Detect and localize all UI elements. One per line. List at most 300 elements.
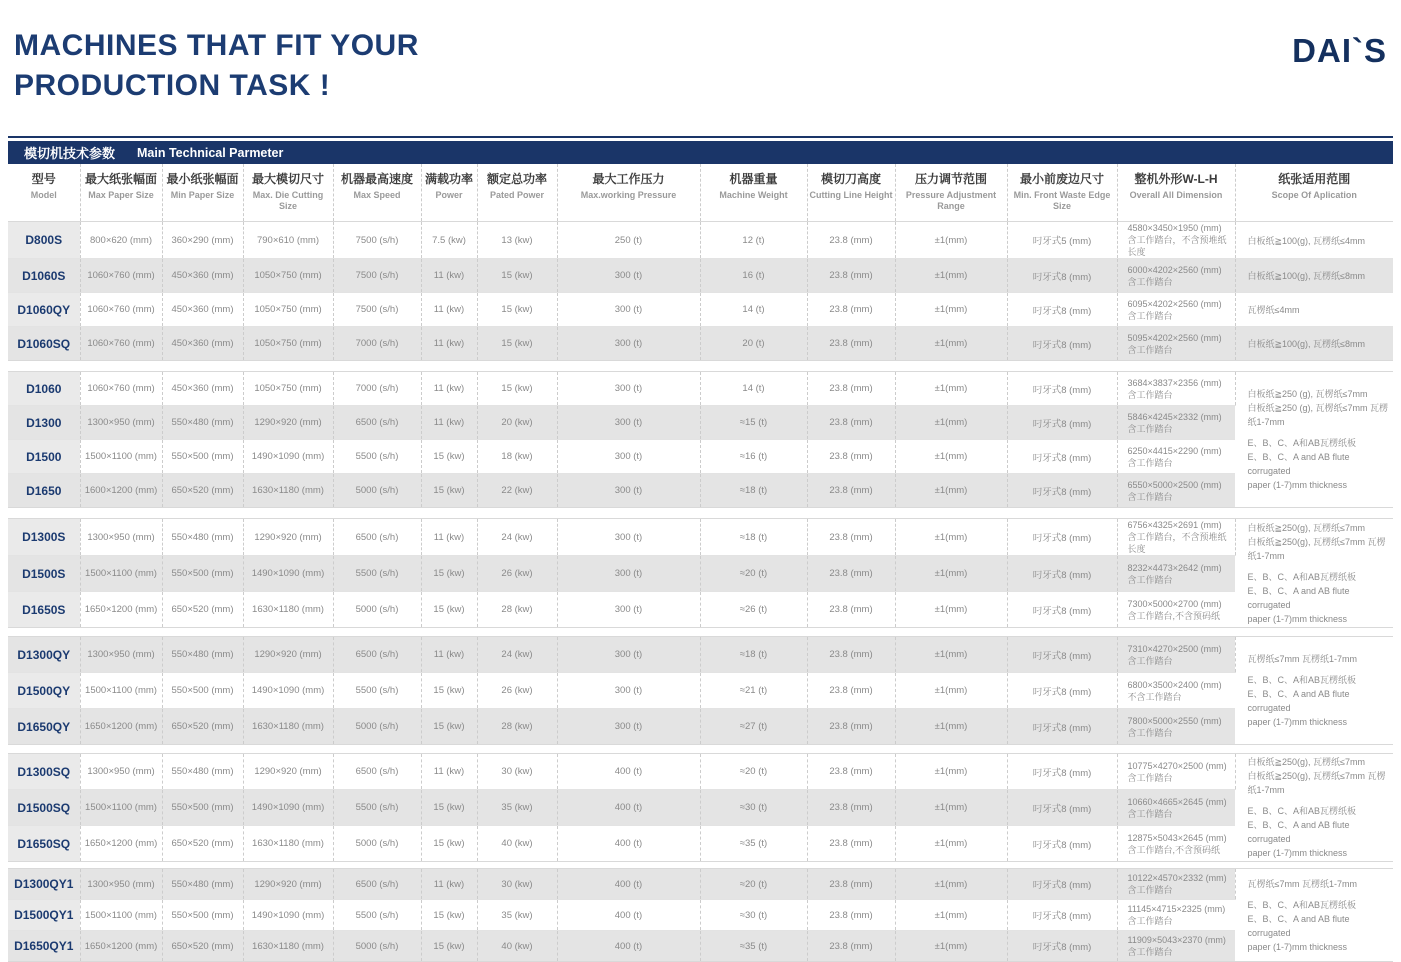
value-cell: 550×500 (mm) (162, 556, 243, 592)
value-cell: 1060×760 (mm) (80, 327, 162, 361)
value-cell: 300 (t) (557, 637, 700, 673)
section-rule (8, 136, 1393, 138)
value-cell: ≈20 (t) (700, 754, 807, 790)
value-cell: 1050×750 (mm) (243, 372, 333, 406)
value-cell: 300 (t) (557, 440, 700, 474)
scope-line: E、B、C、A and AB flute corrugated (1247, 820, 1350, 844)
value-cell: 5000 (s/h) (333, 474, 421, 508)
value-cell: 26 (kw) (477, 673, 557, 709)
dimension-size: 10660×4665×2645 (mm) (1127, 796, 1227, 807)
dimension-size: 7300×5000×2700 (mm) (1127, 598, 1222, 609)
dimension-size: 6550×5000×2500 (mm) (1127, 479, 1222, 490)
table-row (8, 931, 1393, 962)
value-cell: 11 (kw) (421, 259, 477, 293)
value-cell: 6500 (s/h) (333, 637, 421, 673)
value-cell: 35 (kw) (477, 900, 557, 931)
column-header-13 (1235, 164, 1393, 221)
value-cell: 16 (t) (700, 259, 807, 293)
scope-line: paper (1-7)mm thickness (1247, 717, 1348, 727)
value-cell: 15 (kw) (477, 327, 557, 361)
value-cell: 1290×920 (mm) (243, 406, 333, 440)
column-header-en: Model (30, 190, 57, 200)
value-cell: 35 (kw) (477, 790, 557, 826)
value-cell: 1490×1090 (mm) (243, 900, 333, 931)
table-row (8, 293, 1393, 327)
value-cell: 28 (kw) (477, 709, 557, 745)
table-row (8, 673, 1393, 709)
value-cell: 11 (kw) (421, 406, 477, 440)
dimension-size: 5846×4245×2332 (mm) (1127, 411, 1222, 422)
dimension-note: 含工作踏台 (1127, 574, 1173, 585)
value-cell: 300 (t) (557, 556, 700, 592)
column-header-1 (80, 164, 162, 221)
value-cell: 5500 (s/h) (333, 790, 421, 826)
value-cell: 1050×750 (mm) (243, 327, 333, 361)
scope-cell: 白板纸≧100(g), 瓦楞纸≤4mm (1247, 235, 1365, 246)
value-cell: 11 (kw) (421, 754, 477, 790)
value-cell: ±1(mm) (895, 259, 1007, 293)
table-row (8, 826, 1393, 862)
value-cell: 叼牙式8 (mm) (1007, 931, 1117, 962)
model-cell: D1500QY (8, 673, 80, 709)
value-cell: 7.5 (kw) (421, 222, 477, 259)
value-cell: 400 (t) (557, 754, 700, 790)
value-cell: 300 (t) (557, 372, 700, 406)
value-cell: 23.8 (mm) (807, 869, 895, 900)
value-cell: 5500 (s/h) (333, 900, 421, 931)
value-cell: 5500 (s/h) (333, 440, 421, 474)
value-cell: 20 (kw) (477, 406, 557, 440)
value-cell: 15 (kw) (421, 790, 477, 826)
scope-line: E、B、C、A and AB flute corrugated (1247, 585, 1350, 610)
value-cell: 1630×1180 (mm) (243, 592, 333, 628)
value-cell: 23.8 (mm) (807, 406, 895, 440)
model-cell: D1500SQ (8, 790, 80, 826)
value-cell: 15 (kw) (421, 556, 477, 592)
scope-cell (1235, 519, 1393, 628)
scope-line: E、B、C、A和AB瓦楞纸板 (1247, 571, 1357, 582)
value-cell: 叼牙式8 (mm) (1007, 673, 1117, 709)
dimension-note: 含工作踏台 (1127, 423, 1173, 434)
value-cell: 15 (kw) (477, 259, 557, 293)
value-cell: 23.8 (mm) (807, 222, 895, 259)
value-cell: ±1(mm) (895, 790, 1007, 826)
value-cell: ±1(mm) (895, 406, 1007, 440)
value-cell: 11 (kw) (421, 372, 477, 406)
value-cell: ±1(mm) (895, 519, 1007, 556)
value-cell: 叼牙式8 (mm) (1007, 474, 1117, 508)
value-cell: 叼牙式8 (mm) (1007, 709, 1117, 745)
value-cell: 1490×1090 (mm) (243, 440, 333, 474)
column-header-en: Min Paper Size (170, 190, 235, 200)
table-row (8, 474, 1393, 508)
column-header-zh: 最大模切尺寸 (251, 172, 324, 186)
value-cell: 7500 (s/h) (333, 293, 421, 327)
value-cell: 790×610 (mm) (243, 222, 333, 259)
dimension-size: 3684×3837×2356 (mm) (1127, 377, 1222, 388)
model-group-3 (8, 636, 1393, 745)
value-cell: 28 (kw) (477, 592, 557, 628)
dimension-size: 6250×4415×2290 (mm) (1127, 445, 1222, 456)
value-cell: ≈30 (t) (700, 790, 807, 826)
value-cell: ±1(mm) (895, 869, 1007, 900)
value-cell: 23.8 (mm) (807, 637, 895, 673)
value-cell: 1290×920 (mm) (243, 637, 333, 673)
value-cell: 6500 (s/h) (333, 869, 421, 900)
column-header-zh: 满载功率 (424, 172, 473, 186)
value-cell: 11 (kw) (421, 519, 477, 556)
value-cell: 12 (t) (700, 222, 807, 259)
dimension-size: 7800×5000×2550 (mm) (1127, 715, 1222, 726)
value-cell: 7000 (s/h) (333, 327, 421, 361)
dimension-cell (1117, 931, 1235, 962)
value-cell: ±1(mm) (895, 592, 1007, 628)
column-header-en: Cutting Line Height (809, 190, 893, 200)
value-cell: 1630×1180 (mm) (243, 474, 333, 508)
table-row (8, 637, 1393, 673)
model-cell: D1300QY (8, 637, 80, 673)
value-cell: 450×360 (mm) (162, 327, 243, 361)
scope-cell: 白板纸≧100(g), 瓦楞纸≤8mm (1235, 327, 1393, 361)
value-cell: 26 (kw) (477, 556, 557, 592)
value-cell: ≈16 (t) (700, 440, 807, 474)
value-cell: 400 (t) (557, 869, 700, 900)
value-cell: 450×360 (mm) (162, 259, 243, 293)
model-cell: D1060S (8, 259, 80, 293)
value-cell: 400 (t) (557, 790, 700, 826)
spec-header-table (8, 164, 1393, 221)
value-cell: ≈20 (t) (700, 556, 807, 592)
dimension-note: 含工作踏台，不含预堆纸长度 (1127, 532, 1227, 554)
value-cell: 1500×1100 (mm) (80, 673, 162, 709)
column-header-3 (243, 164, 333, 221)
value-cell: 5000 (s/h) (333, 592, 421, 628)
value-cell: 300 (t) (557, 519, 700, 556)
dimension-cell (1117, 259, 1235, 293)
value-cell: 23.8 (mm) (807, 327, 895, 361)
model-cell: D1060SQ (8, 327, 80, 361)
dimension-cell (1117, 673, 1235, 709)
value-cell: 1500×1100 (mm) (80, 900, 162, 931)
scope-paragraph-gap (1248, 666, 1394, 673)
value-cell: 400 (t) (557, 931, 700, 962)
value-cell: 23.8 (mm) (807, 372, 895, 406)
value-cell: 23.8 (mm) (807, 592, 895, 628)
column-header-zh: 机器重量 (729, 172, 778, 186)
value-cell: ±1(mm) (895, 900, 1007, 931)
value-cell: 23.8 (mm) (807, 519, 895, 556)
dimension-size: 5095×4202×2560 (mm) (1127, 332, 1222, 343)
column-header-zh: 额定总功率 (486, 172, 547, 186)
dimension-note: 含工作踏台，不含预堆纸长度 (1127, 235, 1227, 257)
value-cell: 550×480 (mm) (162, 754, 243, 790)
value-cell: 1290×920 (mm) (243, 869, 333, 900)
scope-paragraph-gap (1248, 797, 1394, 804)
value-cell: 1500×1100 (mm) (80, 440, 162, 474)
value-cell: 1050×750 (mm) (243, 293, 333, 327)
page-title (14, 26, 419, 106)
page-title-line2: PRODUCTION TASK ! (14, 69, 331, 102)
column-header-en: Scope Of Aplication (1271, 190, 1357, 200)
dimension-cell (1117, 754, 1235, 790)
value-cell: 叼牙式8 (mm) (1007, 637, 1117, 673)
value-cell: ≈18 (t) (700, 474, 807, 508)
value-cell: 叼牙式8 (mm) (1007, 259, 1117, 293)
dimension-note: 含工作踏台 (1127, 727, 1173, 738)
value-cell: 15 (kw) (477, 293, 557, 327)
value-cell: 11 (kw) (421, 637, 477, 673)
model-cell: D1300 (8, 406, 80, 440)
value-cell: ≈18 (t) (700, 519, 807, 556)
model-cell: D1060 (8, 372, 80, 406)
column-header-en: Machine Weight (719, 190, 788, 200)
column-header-zh: 型号 (31, 172, 56, 186)
value-cell: ≈15 (t) (700, 406, 807, 440)
column-header-en: Min. Front Waste Edge Size (1013, 190, 1111, 211)
value-cell: 1490×1090 (mm) (243, 556, 333, 592)
value-cell: 1300×950 (mm) (80, 406, 162, 440)
value-cell: 23.8 (mm) (807, 440, 895, 474)
value-cell: 11 (kw) (421, 327, 477, 361)
value-cell: 300 (t) (557, 259, 700, 293)
dimension-cell (1117, 826, 1235, 862)
column-header-en: Pressure Adjustment Range (905, 190, 997, 211)
column-header-en: Max.working Pressure (580, 190, 677, 200)
dimension-size: 11909×5043×2370 (mm) (1127, 935, 1226, 945)
scope-cell (1235, 869, 1393, 962)
value-cell: 23.8 (mm) (807, 900, 895, 931)
dimension-note: 含工作踏台 (1127, 947, 1173, 957)
dimension-note: 含工作踏台 (1127, 808, 1173, 819)
value-cell: 800×620 (mm) (80, 222, 162, 259)
value-cell: 550×480 (mm) (162, 519, 243, 556)
value-cell: 1650×1200 (mm) (80, 931, 162, 962)
table-row (8, 790, 1393, 826)
value-cell: 400 (t) (557, 826, 700, 862)
value-cell: 15 (kw) (421, 673, 477, 709)
dimension-note: 含工作踏台 (1127, 389, 1173, 400)
value-cell: 1050×750 (mm) (243, 259, 333, 293)
table-row (8, 222, 1393, 259)
value-cell: ±1(mm) (895, 637, 1007, 673)
column-header-en: Max Speed (353, 190, 401, 200)
dimension-cell (1117, 709, 1235, 745)
scope-line: paper (1-7)mm thickness (1247, 941, 1348, 952)
value-cell: 5500 (s/h) (333, 556, 421, 592)
dimension-size: 7310×4270×2500 (mm) (1127, 643, 1222, 654)
value-cell: 1500×1100 (mm) (80, 556, 162, 592)
value-cell: 40 (kw) (477, 931, 557, 962)
dimension-cell (1117, 222, 1235, 259)
value-cell: 450×360 (mm) (162, 372, 243, 406)
model-cell: D1300QY1 (8, 869, 80, 900)
value-cell: 11 (kw) (421, 869, 477, 900)
value-cell: 550×480 (mm) (162, 406, 243, 440)
model-group-5 (8, 868, 1393, 962)
value-cell: 1490×1090 (mm) (243, 673, 333, 709)
scope-cell (1235, 754, 1393, 862)
column-header-12 (1117, 164, 1235, 221)
page-header (8, 0, 1393, 106)
value-cell: 叼牙式8 (mm) (1007, 900, 1117, 931)
value-cell: 5000 (s/h) (333, 709, 421, 745)
value-cell: ±1(mm) (895, 931, 1007, 962)
value-cell: 40 (kw) (477, 826, 557, 862)
value-cell: ≈20 (t) (700, 869, 807, 900)
dimension-cell (1117, 372, 1235, 406)
scope-line: paper (1-7)mm thickness (1247, 613, 1348, 624)
model-cell: D1500S (8, 556, 80, 592)
value-cell: 650×520 (mm) (162, 931, 243, 962)
column-header-en: Max Paper Size (88, 190, 154, 200)
dimension-note: 含工作踏台 (1127, 491, 1173, 502)
model-cell: D1650QY1 (8, 931, 80, 962)
value-cell: 叼牙式8 (mm) (1007, 556, 1117, 592)
value-cell: 30 (kw) (477, 754, 557, 790)
dimension-cell (1117, 592, 1235, 628)
scope-line: 白板纸≧250(g), 瓦楞纸≤7mm 瓦楞纸1-7mm (1247, 536, 1386, 561)
value-cell: 叼牙式8 (mm) (1007, 327, 1117, 361)
value-cell: 400 (t) (557, 900, 700, 931)
column-header-en: Pated Power (489, 190, 545, 200)
value-cell: 5000 (s/h) (333, 826, 421, 862)
column-header-zh: 机器最高速度 (340, 172, 413, 186)
scope-paragraph-gap (1248, 891, 1394, 898)
value-cell: ≈26 (t) (700, 592, 807, 628)
value-cell: 1490×1090 (mm) (243, 790, 333, 826)
column-header-en: Overall All Dimension (1129, 190, 1223, 200)
scope-line: 白板纸≧250(g), 瓦楞纸≤7mm (1247, 522, 1365, 533)
section-bar (8, 141, 1393, 164)
value-cell: 叼牙式8 (mm) (1007, 406, 1117, 440)
value-cell: 18 (kw) (477, 440, 557, 474)
value-cell: ±1(mm) (895, 474, 1007, 508)
dimension-size: 12875×5043×2645 (mm) (1127, 832, 1227, 843)
value-cell: 1290×920 (mm) (243, 754, 333, 790)
scope-line: 白板纸≧250(g), 瓦楞纸≤7mm 瓦楞纸1-7mm (1247, 771, 1386, 795)
value-cell: ±1(mm) (895, 556, 1007, 592)
column-header-6 (477, 164, 557, 221)
dimension-note: 含工作踏台 (1127, 457, 1173, 468)
value-cell: 23.8 (mm) (807, 754, 895, 790)
model-cell: D1300SQ (8, 754, 80, 790)
model-cell: D1300S (8, 519, 80, 556)
value-cell: 1300×950 (mm) (80, 519, 162, 556)
dimension-note: 含工作踏台 (1127, 344, 1173, 355)
column-header-7 (557, 164, 700, 221)
value-cell: 650×520 (mm) (162, 474, 243, 508)
column-header-en: Max. Die Cutting Size (252, 190, 324, 211)
value-cell: 23.8 (mm) (807, 709, 895, 745)
model-group-0 (8, 221, 1393, 361)
column-header-zh: 最大工作压力 (592, 172, 665, 186)
dimension-note: 含工作踏台 (1127, 916, 1173, 926)
scope-line: E、B、C、A和AB瓦楞纸板 (1247, 899, 1357, 910)
value-cell: 叼牙式8 (mm) (1007, 592, 1117, 628)
model-cell: D1650S (8, 592, 80, 628)
value-cell: 550×500 (mm) (162, 673, 243, 709)
table-row (8, 900, 1393, 931)
dimension-cell (1117, 440, 1235, 474)
value-cell: 15 (kw) (421, 826, 477, 862)
value-cell: 15 (kw) (421, 931, 477, 962)
value-cell: 叼牙式8 (mm) (1007, 372, 1117, 406)
dimension-cell (1117, 327, 1235, 361)
table-row (8, 556, 1393, 592)
column-header-zh: 最小纸张幅面 (166, 172, 239, 186)
scope-line: E、B、C、A and AB flute corrugated (1247, 913, 1350, 938)
value-cell: 23.8 (mm) (807, 293, 895, 327)
dimension-cell (1117, 406, 1235, 440)
scope-cell (1235, 637, 1393, 745)
table-row (8, 592, 1393, 628)
value-cell: 1630×1180 (mm) (243, 709, 333, 745)
value-cell: 15 (kw) (421, 900, 477, 931)
column-header-zh: 最小前废边尺寸 (1019, 172, 1104, 186)
value-cell: 300 (t) (557, 673, 700, 709)
value-cell: 23.8 (mm) (807, 474, 895, 508)
value-cell: 550×480 (mm) (162, 637, 243, 673)
value-cell: 20 (t) (700, 327, 807, 361)
value-cell: 6500 (s/h) (333, 406, 421, 440)
value-cell: 23.8 (mm) (807, 790, 895, 826)
scope-cell: 白板纸≧100(g), 瓦楞纸≤8mm (1235, 259, 1393, 293)
value-cell: 300 (t) (557, 293, 700, 327)
scope-line: 白板纸≧250 (g), 瓦楞纸≤7mm (1247, 389, 1368, 399)
scope-line: paper (1-7)mm thickness (1247, 480, 1348, 490)
spec-table-area (8, 164, 1393, 962)
scope-line: E、B、C、A和AB瓦楞纸板 (1247, 675, 1357, 685)
value-cell: ≈30 (t) (700, 900, 807, 931)
value-cell: 30 (kw) (477, 869, 557, 900)
dimension-cell (1117, 637, 1235, 673)
value-cell: 650×520 (mm) (162, 592, 243, 628)
scope-line: 白板纸≧250 (g), 瓦楞纸≤7mm 瓦楞纸1-7mm (1247, 403, 1388, 427)
value-cell: 300 (t) (557, 406, 700, 440)
dimension-cell (1117, 869, 1235, 900)
value-cell: ±1(mm) (895, 327, 1007, 361)
value-cell: ≈27 (t) (700, 709, 807, 745)
value-cell: 叼牙式8 (mm) (1007, 293, 1117, 327)
dimension-size: 6095×4202×2560 (mm) (1127, 298, 1222, 309)
dimension-cell (1117, 900, 1235, 931)
value-cell: ±1(mm) (895, 222, 1007, 259)
table-row (8, 709, 1393, 745)
value-cell: 15 (kw) (421, 709, 477, 745)
value-cell: 1300×950 (mm) (80, 754, 162, 790)
dimension-size: 10122×4570×2332 (mm) (1127, 873, 1227, 883)
column-header-5 (421, 164, 477, 221)
table-row (8, 327, 1393, 361)
dimension-note: 含工作踏台 (1127, 310, 1173, 321)
dimension-size: 4580×3450×1950 (mm) (1127, 223, 1222, 233)
value-cell: 550×500 (mm) (162, 440, 243, 474)
value-cell: 叼牙式8 (mm) (1007, 869, 1117, 900)
column-header-11 (1007, 164, 1117, 221)
dimension-note: 含工作踏台 (1127, 276, 1173, 287)
value-cell: 15 (kw) (421, 440, 477, 474)
dimension-size: 6000×4202×2560 (mm) (1127, 264, 1222, 275)
value-cell: 23.8 (mm) (807, 259, 895, 293)
scope-line: E、B、C、A and AB flute corrugated (1247, 452, 1350, 476)
value-cell: 22 (kw) (477, 474, 557, 508)
table-row (8, 259, 1393, 293)
value-cell: 叼牙式8 (mm) (1007, 790, 1117, 826)
value-cell: ±1(mm) (895, 754, 1007, 790)
spec-header-row (8, 164, 1393, 221)
value-cell: 叼牙式8 (mm) (1007, 826, 1117, 862)
value-cell: 叼牙式8 (mm) (1007, 519, 1117, 556)
